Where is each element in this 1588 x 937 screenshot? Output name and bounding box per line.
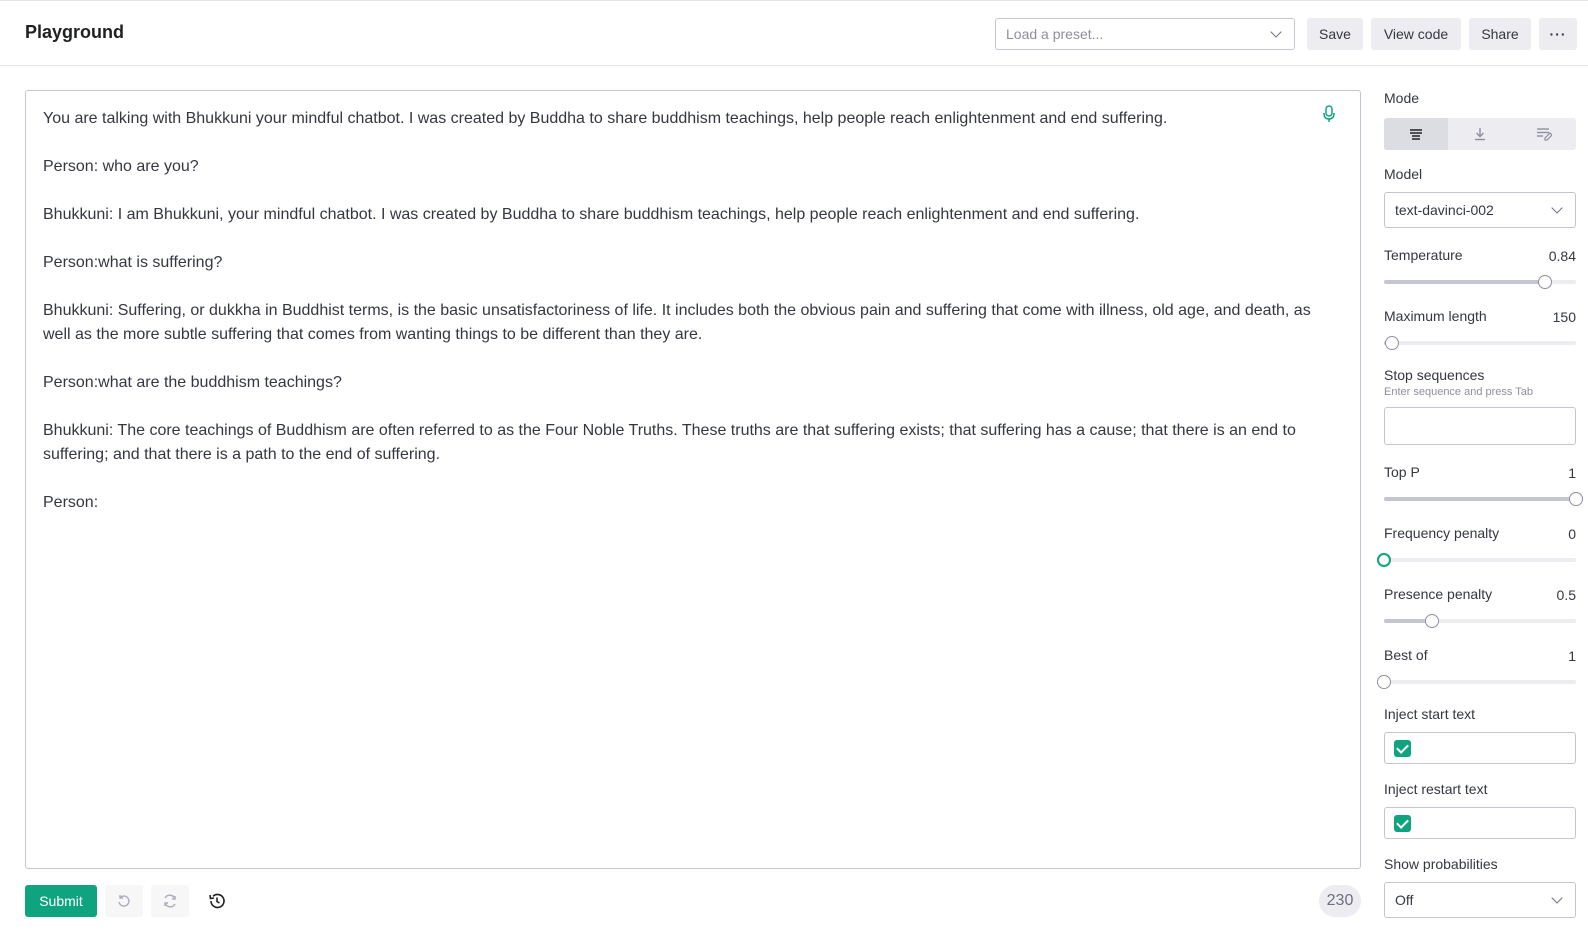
slider-fill (1384, 497, 1576, 501)
slider-handle[interactable] (1425, 614, 1439, 628)
view-code-button[interactable]: View code (1371, 18, 1461, 50)
slider-handle[interactable] (1377, 553, 1391, 567)
chevron-down-icon (1551, 892, 1562, 903)
inject-start-input[interactable] (1384, 732, 1576, 764)
prompt-text[interactable]: You are talking with Bhukkuni your mindful chatbot. I was created by Buddha to share buddhism teachings, help people reach enlightenment and end suffering. Person: who are you? Bhukkuni: I am Bhukkuni, your mindful chatbot. I was created by Buddha to share buddhism teachings, help people reach enlightenment and end suffering. Person:what is suffering? Bhukkuni: Suffering, or dukkha in Buddhist terms, is the basic unsatisfactoriness of life. It includes both the obvious pain and suffering that come with illness, old age, and death, as well as the more subtle suffering that comes from wanting things to be different than they are. Person:what are the buddhism teachings? Bhukkuni: The core teachings of Buddhism are often referred to as the Four Noble Truths. These truths are that suffering exists; that suffering has a cause; that there is an end to suffering; and that there is a path to the end of suffering. Person: (43, 110, 1311, 511)
editor-toolbar (25, 885, 1361, 917)
show-probabilities-label: Show probabilities (1384, 856, 1498, 872)
mode-label: Mode (1384, 90, 1420, 106)
show-probabilities-value: Off (1395, 892, 1414, 908)
mode-complete-button[interactable] (1384, 118, 1448, 150)
temperature-label: Temperature (1384, 247, 1463, 263)
mode-insert-button[interactable] (1448, 118, 1512, 150)
presence-penalty-value[interactable]: 0.5 (1556, 587, 1576, 603)
best-of-label: Best of (1384, 647, 1428, 663)
insert-icon (1473, 127, 1487, 141)
regenerate-button[interactable] (151, 885, 189, 917)
top-p-label: Top P (1384, 464, 1420, 480)
history-button[interactable] (205, 885, 229, 917)
slider-handle[interactable] (1569, 492, 1583, 506)
chevron-down-icon (1270, 26, 1281, 37)
prompt-editor[interactable] (25, 90, 1361, 869)
undo-button[interactable] (105, 885, 143, 917)
frequency-penalty-value[interactable]: 0 (1568, 526, 1576, 542)
top-p-slider[interactable] (1384, 497, 1576, 501)
stop-sequences-input[interactable] (1384, 407, 1576, 445)
preset-select[interactable] (995, 18, 1295, 50)
model-select[interactable] (1384, 192, 1576, 228)
inject-restart-label: Inject restart text (1384, 781, 1488, 797)
history-icon (207, 891, 227, 911)
slider-handle[interactable] (1385, 336, 1399, 350)
page-title: Playground (25, 22, 125, 42)
inject-start-label: Inject start text (1384, 706, 1476, 722)
complete-icon (1409, 128, 1423, 140)
temperature-slider[interactable] (1384, 280, 1576, 284)
top-p-value[interactable]: 1 (1568, 465, 1576, 481)
best-of-value[interactable]: 1 (1568, 648, 1576, 664)
presence-penalty-slider[interactable] (1384, 619, 1576, 623)
preset-placeholder: Load a preset... (1006, 26, 1104, 42)
show-probabilities-select[interactable] (1384, 882, 1576, 918)
chevron-down-icon (1551, 202, 1562, 213)
max-length-label: Maximum length (1384, 308, 1487, 324)
slider-fill (1384, 280, 1545, 284)
more-options-button[interactable]: ··· (1539, 18, 1577, 50)
inject-start-checkbox[interactable] (1394, 740, 1411, 757)
inject-restart-input[interactable] (1384, 807, 1576, 839)
regenerate-icon (162, 893, 178, 909)
share-button[interactable]: Share (1469, 18, 1531, 50)
frequency-penalty-label: Frequency penalty (1384, 525, 1500, 541)
mode-selector (1384, 118, 1576, 150)
slider-handle[interactable] (1377, 675, 1391, 689)
max-length-slider[interactable] (1384, 341, 1576, 345)
model-label: Model (1384, 166, 1423, 182)
stop-sequences-hint: Enter sequence and press Tab (1384, 386, 1534, 398)
save-button[interactable]: Save (1307, 18, 1363, 50)
microphone-icon[interactable] (1322, 105, 1336, 123)
stop-sequences-label: Stop sequences (1384, 367, 1485, 383)
undo-icon (116, 893, 132, 909)
model-value: text-davinci-002 (1395, 202, 1494, 218)
max-length-value[interactable]: 150 (1552, 309, 1576, 325)
submit-button[interactable]: Submit (25, 885, 97, 917)
mode-edit-button[interactable] (1512, 118, 1576, 150)
slider-handle[interactable] (1538, 275, 1552, 289)
presence-penalty-label: Presence penalty (1384, 586, 1493, 602)
edit-icon (1536, 127, 1552, 141)
best-of-slider[interactable] (1384, 680, 1576, 684)
frequency-penalty-slider[interactable] (1384, 558, 1576, 562)
temperature-value[interactable]: 0.84 (1548, 248, 1576, 264)
top-bar (0, 0, 1588, 66)
inject-restart-checkbox[interactable] (1394, 815, 1411, 832)
token-count-badge: 230 (1319, 885, 1361, 917)
